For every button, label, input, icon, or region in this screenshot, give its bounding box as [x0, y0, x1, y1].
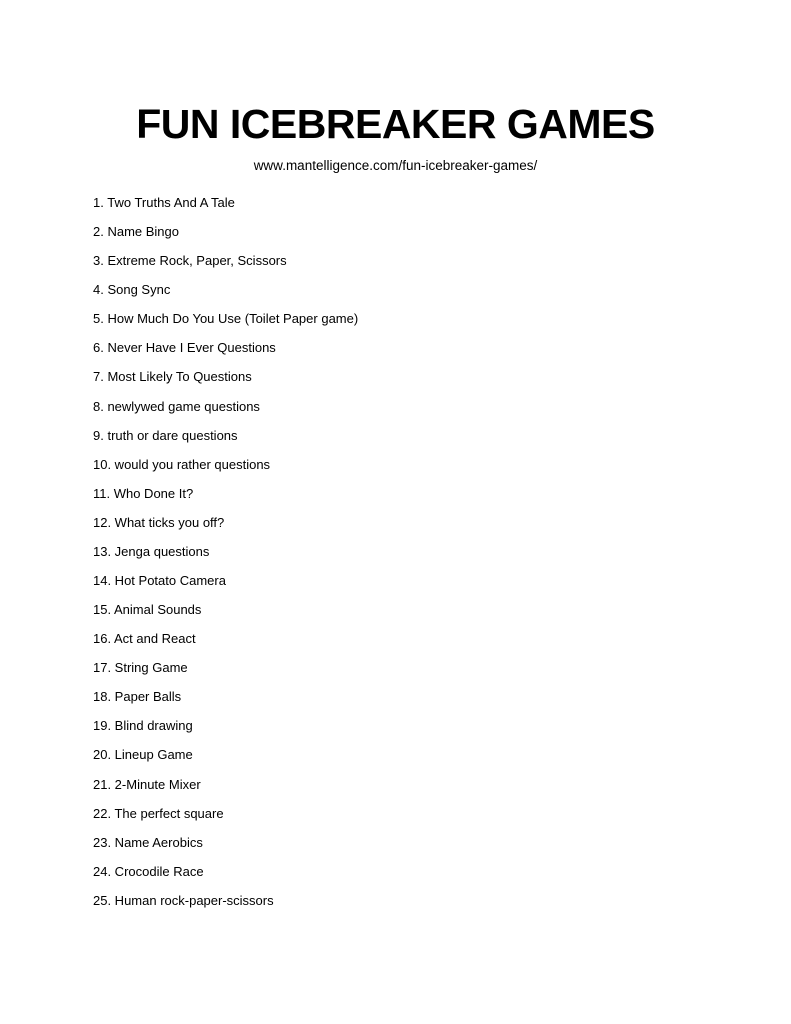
- list-item: 12. What ticks you off?: [93, 514, 225, 530]
- list-item: 8. newlywed game questions: [93, 398, 260, 414]
- list-item: 16. Act and React: [93, 631, 196, 647]
- list-item: 18. Paper Balls: [93, 689, 182, 705]
- list-item: 15. Animal Sounds: [93, 602, 202, 618]
- list-item: 17. String Game: [93, 660, 188, 676]
- list-item: 1. Two Truths And A Tale: [93, 195, 235, 210]
- list-item: 24. Crocodile Race: [93, 863, 204, 879]
- list-item: 4. Song Sync: [93, 282, 171, 298]
- list-item: 19. Blind drawing: [93, 718, 193, 734]
- list-item: 10. would you rather questions: [93, 456, 271, 472]
- list-item: 21. 2-Minute Mixer: [93, 776, 201, 792]
- list-item: 6. Never Have I Ever Questions: [93, 340, 276, 356]
- list-item: 5. How Much Do You Use (Toilet Paper game): [93, 311, 359, 327]
- list-item: 13. Jenga questions: [93, 543, 210, 559]
- source-url: www.mantelligence.com/fun-icebreaker-games/: [253, 158, 538, 173]
- list-item: 14. Hot Potato Camera: [93, 573, 226, 589]
- list-item: 9. truth or dare questions: [93, 427, 238, 443]
- list-item: 11. Who Done It?: [93, 485, 194, 501]
- list-item: 20. Lineup Game: [93, 747, 193, 763]
- list-item: 3. Extreme Rock, Paper, Scissors: [93, 253, 287, 269]
- list-item: 7. Most Likely To Questions: [93, 369, 252, 385]
- list-item: 25. Human rock-paper-scissors: [93, 892, 274, 908]
- list-item: 22. The perfect square: [93, 805, 224, 821]
- list-item: 2. Name Bingo: [93, 224, 179, 240]
- list-item: 23. Name Aerobics: [93, 834, 203, 850]
- page-title: FUN ICEBREAKER GAMES: [136, 101, 655, 147]
- games-list: [93, 193, 358, 920]
